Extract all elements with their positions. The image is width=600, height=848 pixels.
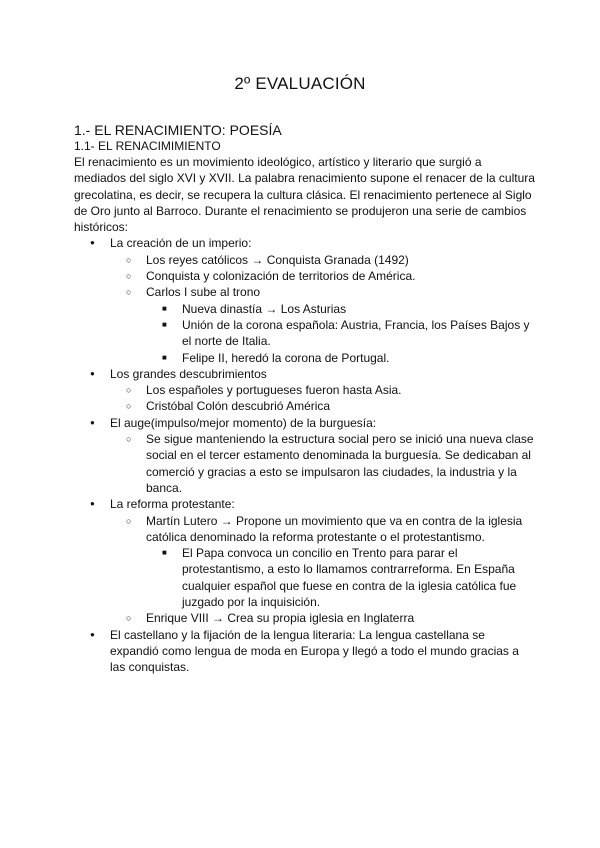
sub-sub-list (146, 545, 536, 610)
list-item (74, 627, 536, 676)
list-item-text: Los grandes descubrimientos (110, 366, 267, 381)
sub-list (110, 431, 536, 496)
list-item (74, 235, 536, 365)
sub-list (110, 252, 536, 366)
sub-list-item-text: Los españoles y portugueses fueron hasta Asia. (146, 383, 402, 398)
sub-list-item-text: Conquista y colonización de territorios de América. (146, 269, 416, 284)
list-item-text: El castellano y la fijación de la lengua literaria: La lengua castellana se expandió como lengua de moda en Europa y llegó a todo el mundo gracias a las conquistas. (110, 627, 519, 675)
sub-list-item (110, 513, 536, 611)
sub-list-item (110, 252, 536, 268)
list-item (74, 415, 536, 496)
list-item (74, 366, 536, 415)
section-heading: 1.- EL RENACIMIENTO: POESÍA (74, 122, 282, 138)
sub-list (110, 513, 536, 627)
sub-list-item-text: Los reyes católicos → Conquista Granada (1492) (146, 252, 409, 267)
sub-list-item-text: Martín Lutero → Propone un movimiento que va en contra de la iglesia católica denominado la reforma protestante o el protestantismo. (146, 513, 523, 544)
list-item-text: La creación de un imperio: (110, 236, 252, 251)
sub-list-item-text: Enrique VIII → Crea su propia iglesia en Inglaterra (146, 611, 415, 626)
sub-sub-list-item: ■ Felipe II, heredó la corona de Portugal. (146, 350, 536, 366)
document-body (74, 122, 536, 676)
sub-sub-list-item: ■ Nueva dinastía → Los Asturias (146, 301, 536, 317)
sub-list-item-text: Se sigue manteniendo la estructura social pero se inició una nueva clase social en el tercer estamento denominada la burguesía. Se dedicaban al comerció y gracias a esto se impulsaron las ciudades, la industria y la banca. (146, 432, 534, 495)
sub-list-item (110, 284, 536, 365)
intro-paragraph: El renacimiento es un movimiento ideológico, artístico y literario que surgió a mediados del siglo XVI y XVII. La palabra renacimiento supone el renacer de la cultura grecolatina, es decir, se recupera la cultura clásica. El renacimiento pertenece al Siglo de Oro junto al Barroco. Durante el renacimiento se produjeron una serie de cambios históricos: (74, 155, 535, 235)
sub-list (110, 382, 536, 415)
list-item-text: El auge(impulso/mejor momento) de la burguesía: (110, 415, 377, 430)
sub-list-item-text: Cristóbal Colón descubrió América (146, 399, 331, 414)
sub-list-item (110, 382, 536, 398)
sub-sub-list-item: ■ Unión de la corona española: Austria, Francia, los Países Bajos y el norte de Italia. (146, 317, 536, 350)
sub-list-item (110, 398, 536, 414)
bullet-list (74, 235, 536, 675)
subsection-heading: 1.1- EL RENACIMIMIENTO (74, 139, 221, 153)
sub-list-item (110, 268, 536, 284)
list-item-text: La reforma protestante: (110, 497, 235, 512)
sub-list-item (110, 431, 536, 496)
page-title: 2º EVALUACIÓN (234, 74, 366, 93)
sub-list-item (110, 610, 536, 626)
sub-sub-list-item: ■ El Papa convoca un concilio en Trento para parar el protestantismo, a esto lo llamamos contrarreforma. En España cualquier español que fuese en contra de la iglesia católica fue juzgado por la inquisición. (146, 545, 536, 610)
list-item (74, 496, 536, 626)
sub-list-item-text: Carlos I sube al trono (146, 285, 261, 300)
sub-sub-list (146, 301, 536, 366)
